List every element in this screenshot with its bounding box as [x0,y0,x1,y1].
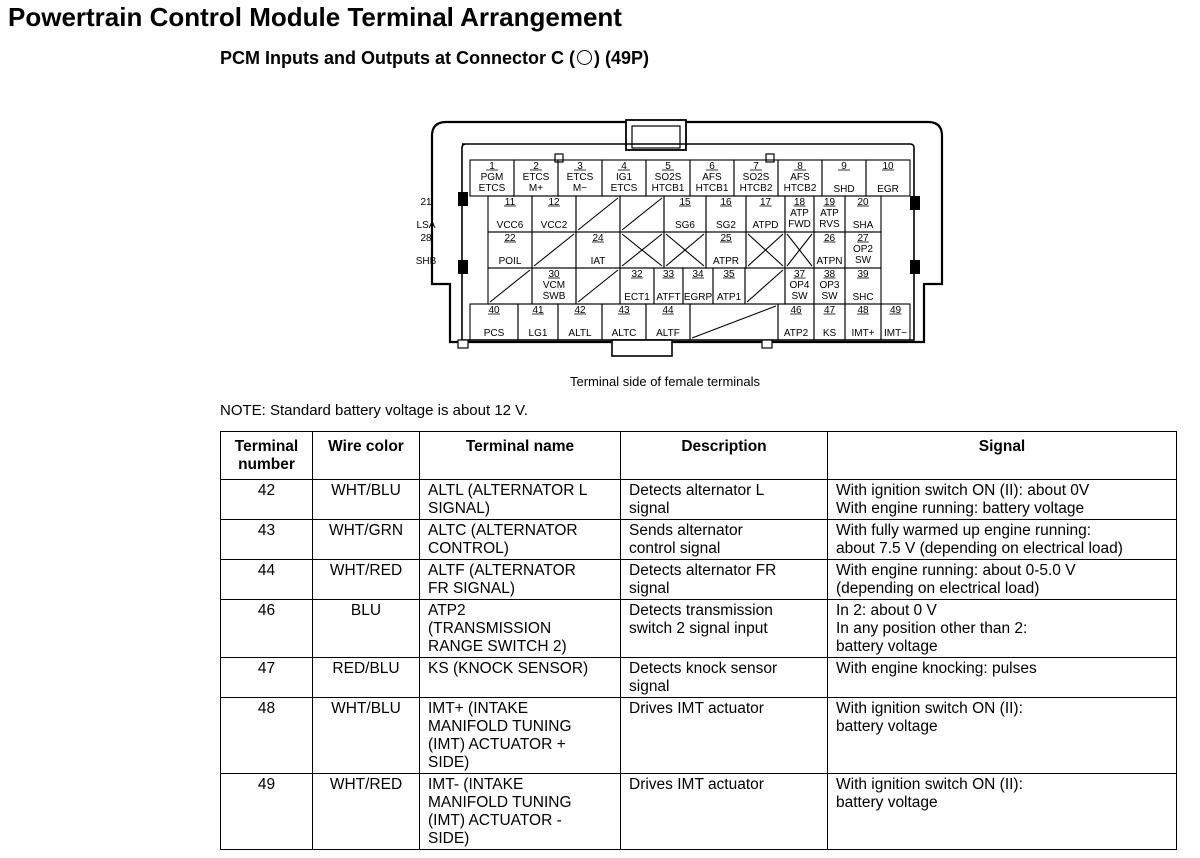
terminal-number: 40 [488,305,500,316]
terminal-label: AFS HTCB2 [783,172,817,194]
terminal-label: PGM ETCS [478,172,506,194]
terminal-number: 30 [548,269,560,280]
terminal-label: VCC6 [496,220,524,231]
terminal-number: 33 [662,269,675,280]
terminal-number: 20 [857,197,869,208]
terminal-label: ATFT [656,292,681,303]
terminal-label: SHB [415,256,437,267]
terminal-label: ETCS M− [566,172,594,194]
cell-wire-color: WHT/RED [313,560,420,600]
cell-signal: With fully warmed up engine running: about 7.5 V (depending on electrical load) [828,520,1177,560]
unused-terminal-mark [692,306,776,338]
terminal-number: 1 [489,161,495,172]
cell-wire-color: WHT/GRN [313,520,420,560]
terminal-number: 16 [720,197,732,208]
connector-diagram [415,116,946,366]
terminal-number: 28 [420,233,432,244]
terminal-number: 5 [665,161,671,172]
cell-description: Drives IMT actuator [621,774,828,850]
terminal-label: VCM SWB [542,280,566,302]
terminal-label: ATP RVS [819,208,840,230]
locator-pin [910,260,920,274]
unused-terminal-mark [622,198,662,230]
cell-signal: With ignition switch ON (II): battery voltage [828,774,1177,850]
terminal-label: SHD [833,184,855,195]
terminal-number: 8 [797,161,803,172]
terminal-number: 10 [882,161,894,172]
terminal-label: ATPD [752,220,779,231]
terminal-number: 2 [533,161,539,172]
terminal-number: 35 [723,269,735,280]
key-notch [612,340,672,356]
terminal-number: 15 [679,197,691,208]
terminal-label: LG1 [528,328,548,339]
header-description: Description [621,432,828,480]
terminal-label: ATPR [713,256,739,267]
terminal-number: 17 [759,197,772,208]
unused-terminal-mark [578,198,618,230]
cell-signal: In 2: about 0 V In any position other than 2: battery voltage [828,600,1177,658]
subtitle-text-end: ) (49P) [593,48,649,68]
terminal-number: 21 [420,197,432,208]
cell-terminal-name: IMT- (INTAKE MANIFOLD TUNING (IMT) ACTUATOR - SIDE) [420,774,621,850]
table-row [221,560,1177,600]
terminal-number: 49 [889,305,902,316]
locator-pin [910,196,920,210]
terminal-label: SHC [852,292,874,303]
terminal-number: 46 [790,305,802,316]
cell-terminal-name: ATP2 (TRANSMISSION RANGE SWITCH 2) [420,600,621,658]
terminal-label: SHA [852,220,874,231]
cell-wire-color: RED/BLU [313,658,420,698]
cell-terminal-number: 46 [221,600,313,658]
terminal-label: IAT [590,256,606,267]
page-title: Powertrain Control Module Terminal Arrangement [8,2,622,32]
table-row [221,480,1177,520]
cell-terminal-name: KS (KNOCK SENSOR) [420,658,621,698]
guide-mark [766,154,774,162]
cell-signal: With engine knocking: pulses [828,658,1177,698]
cell-terminal-name: ALTL (ALTERNATOR L SIGNAL) [420,480,621,520]
cell-terminal-number: 48 [221,698,313,774]
terminal-label: VCC2 [540,220,568,231]
cell-wire-color: WHT/RED [313,774,420,850]
locator-pin [458,260,468,274]
terminal-label: LSA [416,220,436,231]
cell-description: Detects knock sensor signal [621,658,828,698]
terminal-number: 44 [662,305,674,316]
cell-terminal-number: 47 [221,658,313,698]
terminal-label: ATP1 [716,292,742,303]
terminal-number: 26 [823,233,836,244]
terminal-number: 24 [592,233,604,244]
header-terminal-number: Terminal number [221,432,313,480]
cell-terminal-number: 43 [221,520,313,560]
terminal-number: 42 [574,305,586,316]
locator-pin [458,340,468,348]
terminal-number: 41 [532,305,544,316]
terminal-number: 22 [504,233,516,244]
terminal-spec-table [220,431,1177,850]
battery-voltage-note: NOTE: Standard battery voltage is about 12 V. [220,402,528,419]
table-row [221,658,1177,698]
terminal-label: ALTL [568,328,592,339]
terminal-number: 3 [577,161,583,172]
terminal-label: OP4 SW [789,280,810,302]
terminal-number: 43 [618,305,630,316]
terminal-label: EGRP [683,292,713,303]
terminal-number: 37 [793,269,806,280]
terminal-label: ATP2 [783,328,809,339]
cell-terminal-number: 49 [221,774,313,850]
terminal-number: 11 [504,197,516,208]
terminal-number: 38 [823,269,836,280]
terminal-label: ALTC [611,328,637,339]
terminal-number: 32 [631,269,643,280]
guide-mark [555,154,563,162]
cell-wire-color: BLU [313,600,420,658]
cell-signal: With ignition switch ON (II): about 0V With engine running: battery voltage [828,480,1177,520]
table-row [221,698,1177,774]
terminal-label: IG1 ETCS [610,172,638,194]
terminal-number: 48 [857,305,869,316]
table-header-row [221,432,1177,480]
cell-terminal-name: IMT+ (INTAKE MANIFOLD TUNING (IMT) ACTUATOR + SIDE) [420,698,621,774]
terminal-number: 27 [857,233,869,244]
terminal-number: 12 [548,197,560,208]
unused-terminal-mark [578,270,618,302]
terminal-number: 47 [823,305,836,316]
cell-terminal-name: ALTF (ALTERNATOR FR SIGNAL) [420,560,621,600]
terminal-number: 34 [692,269,704,280]
terminal-label: OP2 SW [852,244,874,266]
table-row [221,774,1177,850]
terminal-number: 39 [857,269,869,280]
latch-tab [626,120,686,150]
subtitle-text-start: PCM Inputs and Outputs at Connector C ( [220,48,575,68]
diagram-caption: Terminal side of female terminals [570,374,761,389]
cell-wire-color: WHT/BLU [313,698,420,774]
cell-description: Detects alternator L signal [621,480,828,520]
terminal-label: ATP FWD [788,208,811,230]
terminal-label: OP3 SW [819,280,840,302]
header-wire-color: Wire color [313,432,420,480]
terminal-label: ALTF [656,328,680,339]
terminal-label: SO2S HTCB2 [739,172,773,194]
terminal-label: EGR [877,184,899,195]
cell-description: Drives IMT actuator [621,698,828,774]
header-signal: Signal [828,432,1177,480]
terminal-number: 7 [753,161,759,172]
terminal-label: KS [822,328,837,339]
terminal-label: IMT− [883,328,908,339]
cell-description: Detects alternator FR signal [621,560,828,600]
terminal-label: IMT+ [851,328,875,339]
unused-terminal-mark [490,270,530,302]
cell-description: Detects transmission switch 2 signal input [621,600,828,658]
terminal-label: POIL [498,256,522,267]
terminal-label: ETCS M+ [522,172,550,194]
cell-terminal-number: 44 [221,560,313,600]
terminal-number: 6 [709,161,715,172]
terminal-label: ECT1 [624,292,650,303]
page-subtitle [220,48,649,69]
table-row [221,520,1177,560]
cell-signal: With engine running: about 0-5.0 V (depending on electrical load) [828,560,1177,600]
terminal-number: 9 [841,161,847,172]
cell-description: Sends alternator control signal [621,520,828,560]
terminal-label: SG6 [674,220,696,231]
terminal-number: 19 [823,197,836,208]
table-row [221,600,1177,658]
locator-pin [762,340,772,348]
unused-terminal-mark [747,270,783,302]
terminal-label: SG2 [715,220,737,231]
terminal-label: AFS HTCB1 [695,172,729,194]
cell-terminal-name: ALTC (ALTERNATOR CONTROL) [420,520,621,560]
cell-wire-color: WHT/BLU [313,480,420,520]
terminal-number: 18 [793,197,806,208]
locator-pin [458,192,468,206]
terminal-label: PCS [483,328,505,339]
cell-terminal-number: 42 [221,480,313,520]
terminal-label: SO2S HTCB1 [651,172,685,194]
header-terminal-name: Terminal name [420,432,621,480]
unused-terminal-mark [534,234,574,266]
terminal-label: ATPN [816,256,843,267]
terminal-number: 4 [621,161,627,172]
cell-signal: With ignition switch ON (II): battery voltage [828,698,1177,774]
circle-symbol-icon [577,50,592,65]
terminal-number: 25 [720,233,732,244]
